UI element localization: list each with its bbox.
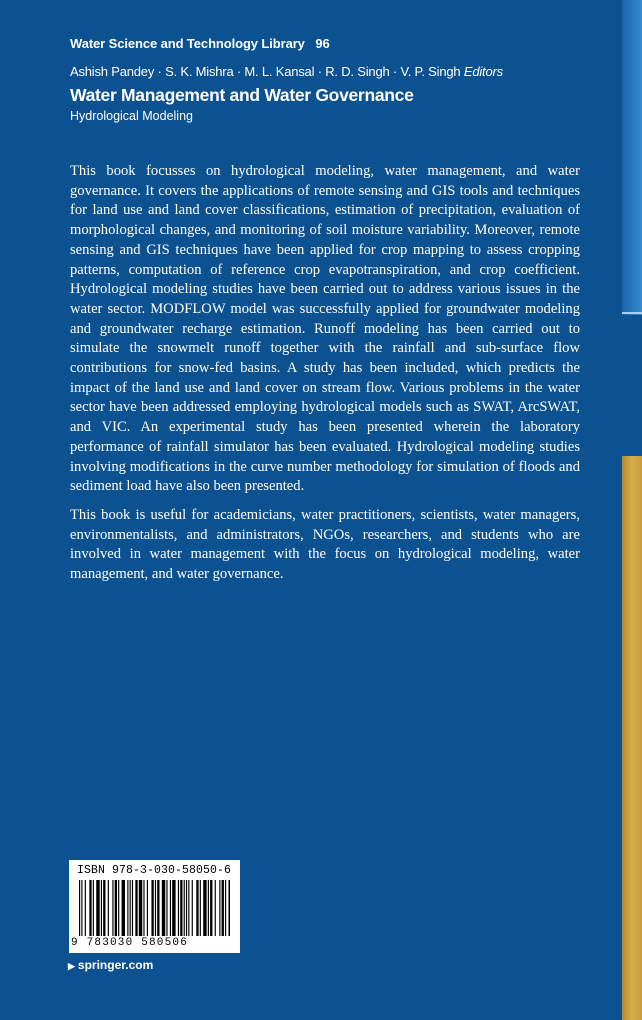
spine-gold-strip: [622, 456, 642, 1020]
isbn-label: ISBN 978-3-030-58050-6: [77, 864, 232, 877]
book-description: [70, 162, 580, 594]
description-paragraph-2: This book is useful for academicians, water practitioners, scientists, water managers, environmentalists, and administrators, NGOs, researchers, and students who are involved in water management with the focus on hydrological modeling, water management, and water governance.: [70, 506, 580, 583]
barcode-icon: [79, 880, 230, 938]
publisher-url: springer.com: [77, 958, 154, 972]
spine-blue-strip: [622, 0, 642, 315]
arrow-right-icon: ▶: [68, 961, 75, 971]
book-subtitle: Hydrological Modeling: [70, 109, 193, 123]
series-line: [70, 36, 330, 51]
series-volume: 96: [315, 36, 330, 51]
editor-role: Editors: [463, 64, 503, 79]
editors-line: [70, 64, 503, 79]
publisher-link[interactable]: [68, 958, 153, 972]
barcode-digits: 9 783030 580506: [71, 937, 189, 949]
barcode-panel: [69, 860, 240, 953]
series-name: Water Science and Technology Library: [70, 36, 305, 51]
book-title: Water Management and Water Governance: [70, 85, 414, 105]
editor-names: Ashish Pandey · S. K. Mishra · M. L. Kansal · R. D. Singh · V. P. Singh: [70, 64, 461, 79]
spine-divider-line: [622, 312, 642, 314]
description-paragraph-1: This book focusses on hydrological modeling, water management, and water governance. It covers the applications of remote sensing and GIS tools and techniques for land use and land cover classifications, estimation of precipitation, evaluation of morphological changes, and monitoring of soil moisture variability. Moreover, remote sensing and GIS techniques have been applied for crop mapping to assess cropping patterns, computation of reference crop evapotranspiration, and crop coefficient. Hydrological modeling studies have been carried out to address various issues in the water sector. MODFLOW model was successfully applied for groundwater modeling and groundwater recharge estimation. Runoff modeling has been carried out to simulate the snowmelt runoff together with the rainfall and sub-surface flow contributions for snow-fed basins. A study has been included, which predicts the impact of the land use and land cover on stream flow. Various problems in the water sector have been addressed employing hydrological models such as SWAT, ArcSWAT, and VIC. An experimental study has been presented wherein the laboratory performance of rainfall simulator has been evaluated. Hydrological modeling studies involving modifications in the curve number methodology for simulation of floods and sediment load have also been presented.: [70, 163, 580, 495]
